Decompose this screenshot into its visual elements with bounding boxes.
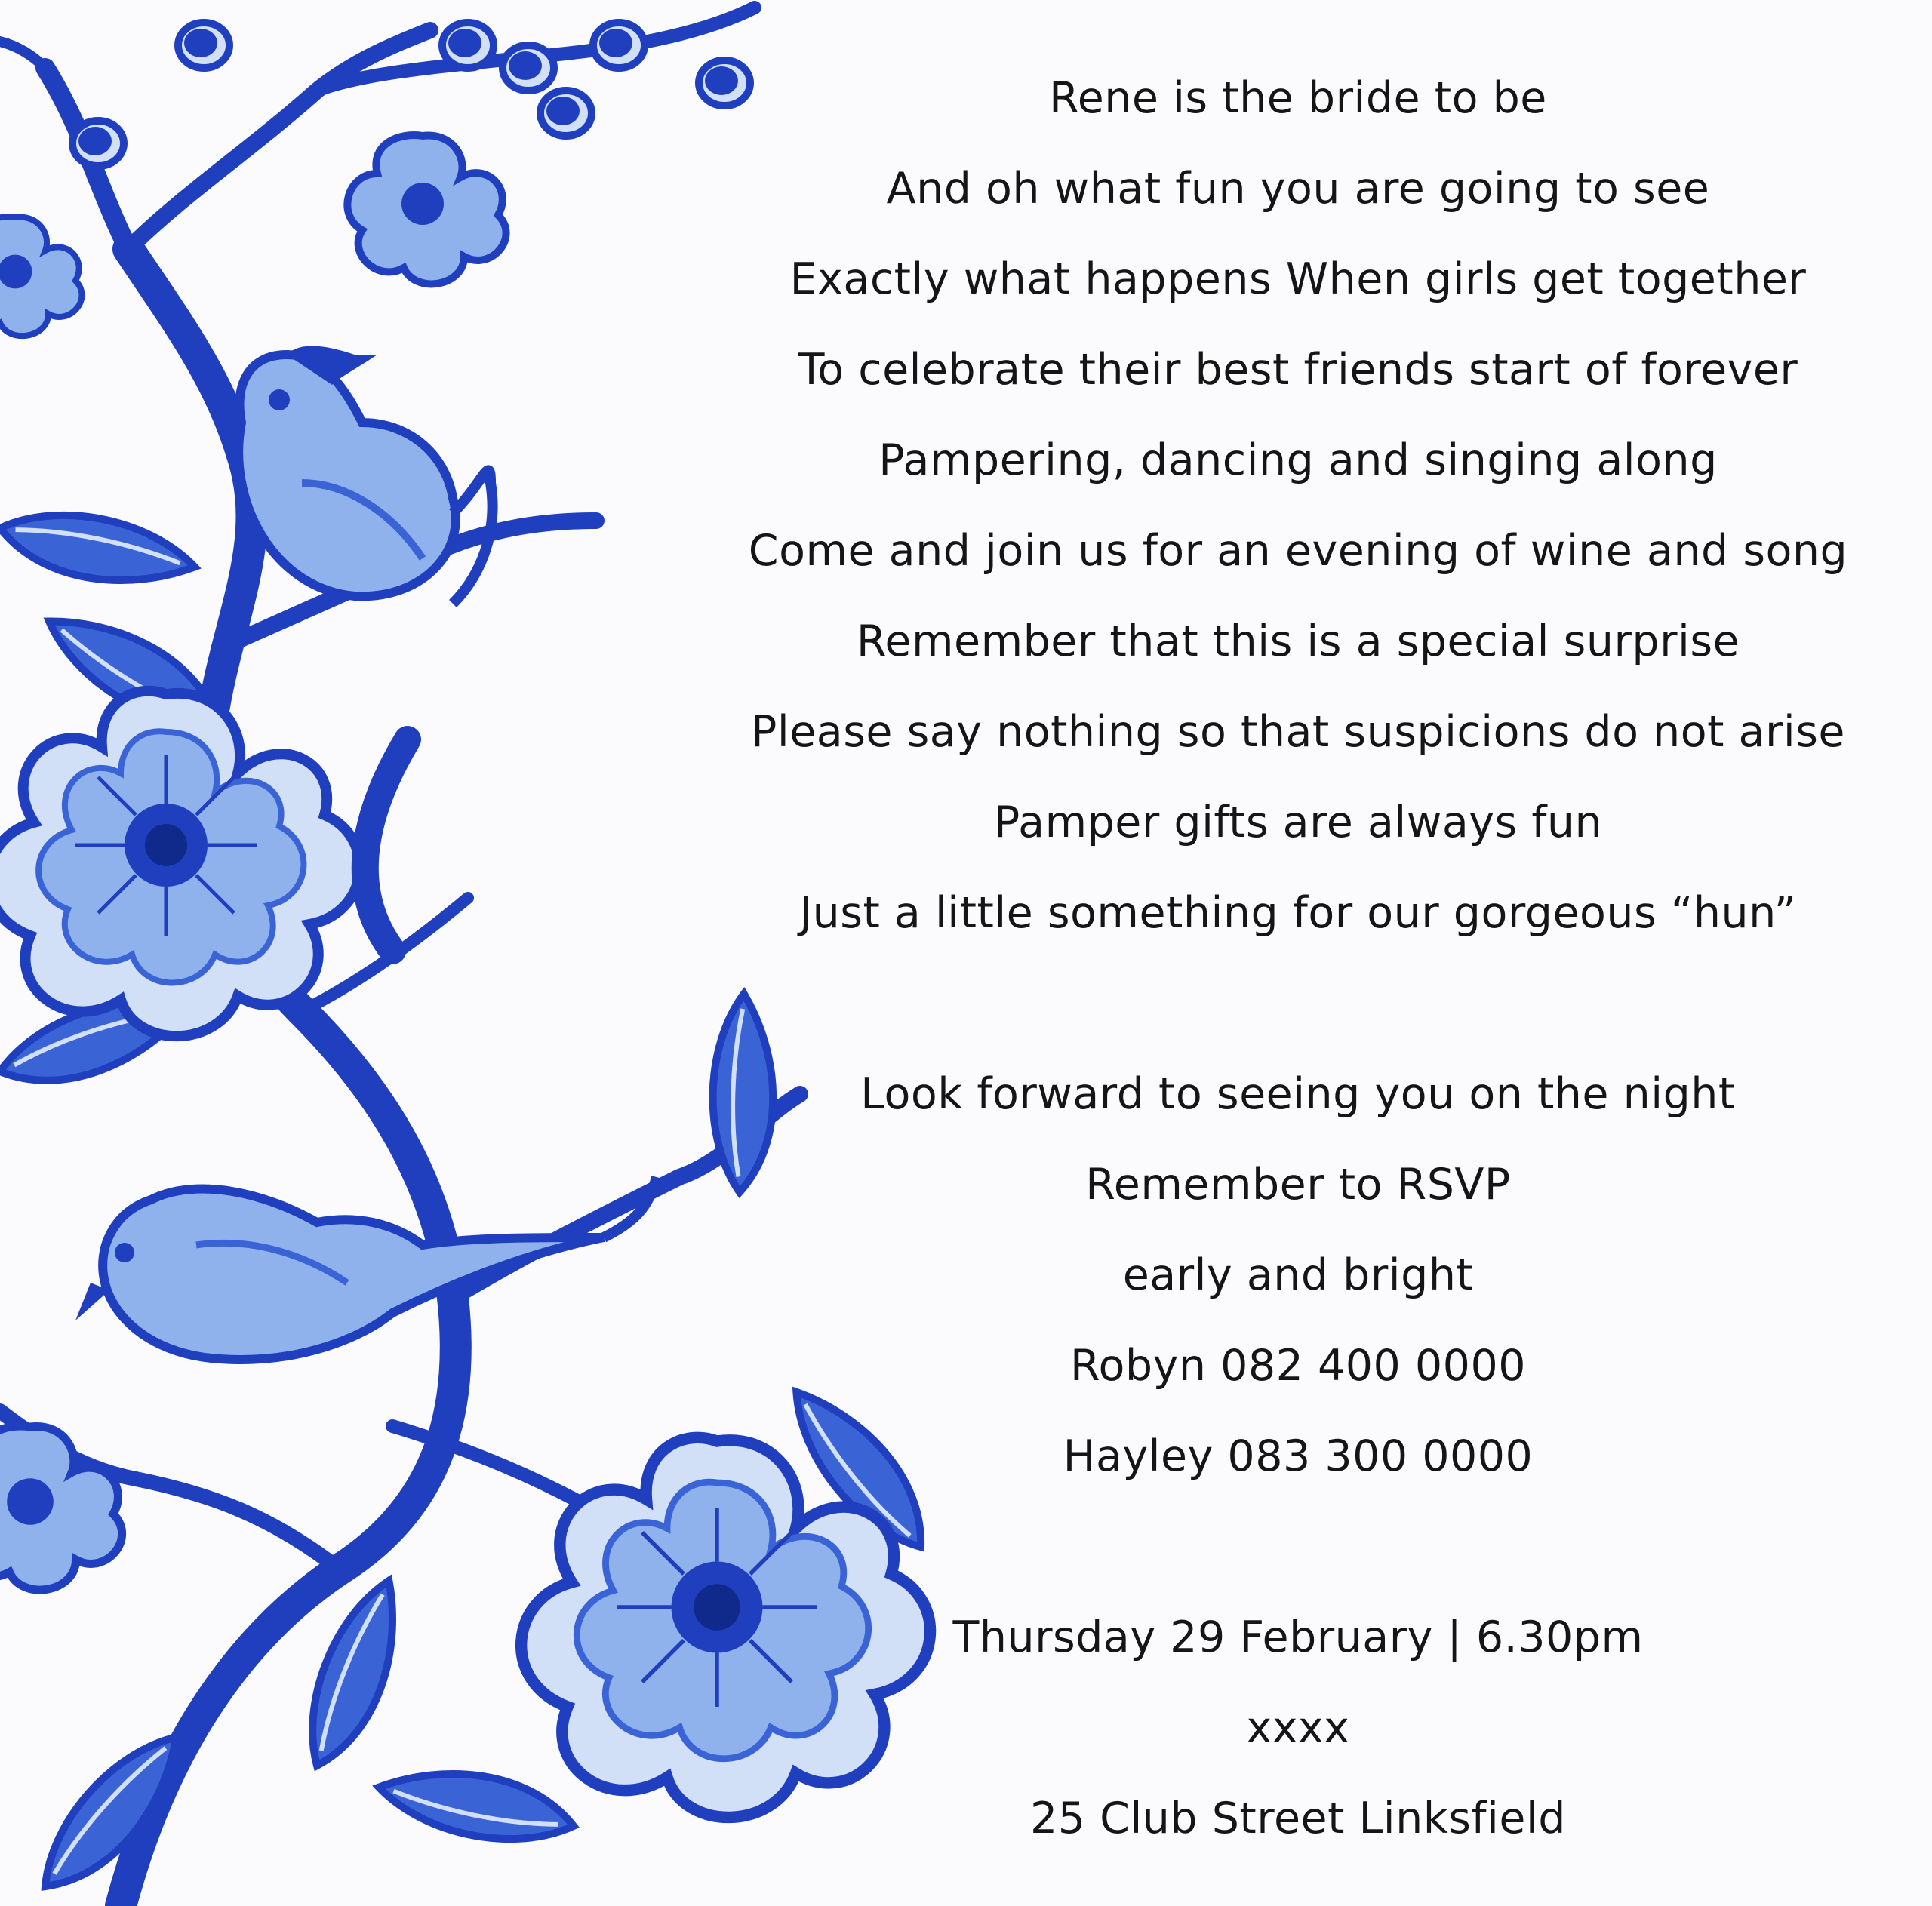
verse-line: Rene is the bride to be <box>1049 73 1547 123</box>
verse-line: To celebrate their best friends start of forever <box>798 345 1798 395</box>
rsvp-line: early and bright <box>1122 1250 1474 1300</box>
rsvp-contact-robyn: Robyn 082 400 0000 <box>1070 1341 1526 1391</box>
rsvp-line: Remember to RSVP <box>1085 1160 1511 1210</box>
event-date-time: Thursday 29 February | 6.30pm <box>952 1612 1644 1662</box>
invitation-text <box>679 53 1917 1864</box>
spacer <box>679 958 1917 1049</box>
event-address: 25 Club Street Linksfield <box>1030 1794 1566 1843</box>
verse-line: Please say nothing so that suspicions do not arise <box>751 707 1845 757</box>
verse-line: Just a little something for our gorgeous “hun” <box>799 888 1797 938</box>
verse-line: Remember that this is a special surprise <box>856 616 1740 666</box>
spacer <box>679 1502 1917 1592</box>
rsvp-line: Look forward to seeing you on the night <box>860 1069 1736 1119</box>
verse-line: Pamper gifts are always fun <box>993 798 1603 847</box>
verse-line: Come and join us for an evening of wine and song <box>748 526 1848 576</box>
event-venue-placeholder: xxxx <box>1246 1703 1350 1753</box>
rsvp-contact-hayley: Hayley 083 300 0000 <box>1063 1431 1534 1481</box>
verse-line: And oh what fun you are going to see <box>886 164 1710 214</box>
verse-line: Exactly what happens When girls get together <box>789 254 1807 304</box>
verse-line: Pampering, dancing and singing along <box>878 435 1718 485</box>
